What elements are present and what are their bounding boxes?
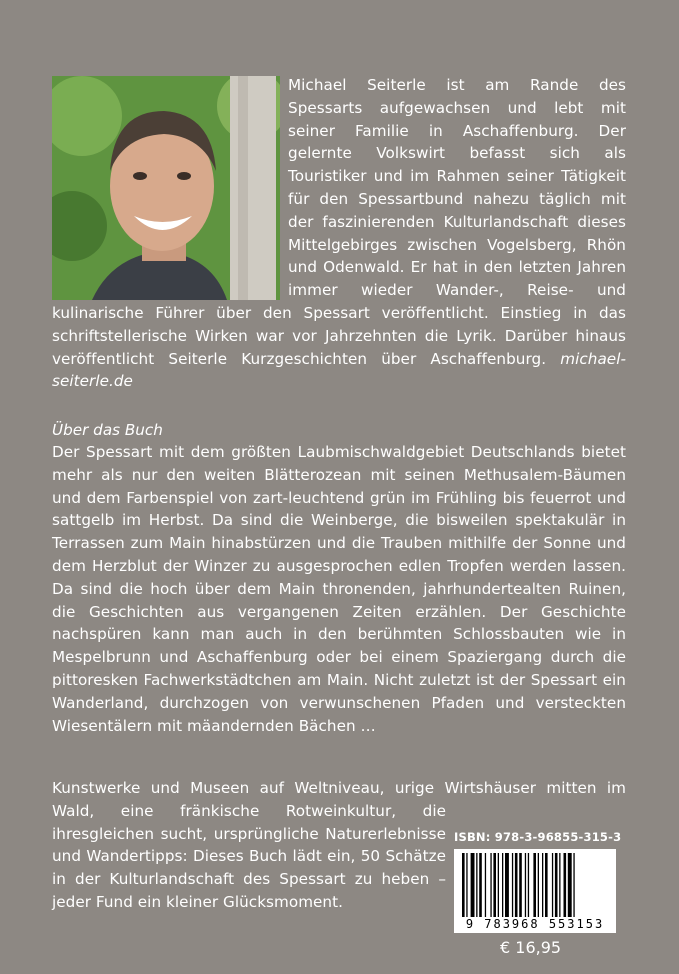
barcode-bar: [490, 853, 491, 917]
barcode-bar: [525, 853, 526, 917]
closing-text: Kunstwerke und Museen auf Weltniveau, urige Wirtshäuser mitten im Wald, eine fränkische Rotweinkultur, die ihresgleichen sucht, ursprüngliche Naturerlebnisse und Wandertipps: Dieses Buch lädt ein, 50 Schätze in der Kulturlandschaft des Spessart zu heben – jeder Fund ein kleiner Glücksmoment.: [52, 779, 626, 911]
barcode-bar: [505, 853, 509, 917]
barcode-bar: [519, 853, 522, 917]
photo-spacer: [52, 74, 288, 298]
barcode-bar: [559, 853, 560, 917]
barcode-bar: [564, 853, 567, 917]
price: € 16,95: [500, 938, 562, 957]
barcode-bar: [502, 853, 503, 917]
barcode-bar: [485, 853, 486, 917]
about-paragraph: Der Spessart mit dem größten Laubmischwaldgebiet Deutschlands bietet mehr als nur den weiten Blätterozean mit seinen Methusalem-Bäumen und dem Farbenspiel von zart-leuchtend grün im Frühling bis feuerrot und sattgelb im Herbst. Da sind die Weinberge, die bisweilen spektakulär in Terrassen zum Main hinabstürzen und die Trauben mithilfe der Sonne und dem Herzblut der Winzer zu ausgesprochen edlen Tropfen werden lassen. Da sind die hoch über dem Main thronenden, jahrhundertealten Ruinen, die Geschichten aus vergangenen Zeiten erzählen. Der Geschichte nachspüren kann man auch in den berühmten Schlossbauten wie in Mespelbrunn und Aschaffenburg oder bei einem Spaziergang durch die pittoresken Fachwerkstädtchen am Main. Nicht zuletzt ist der Spessart ein Wanderland, durchzogen von verwunschenen Pfaden und versteckten Wiesentälern mit mäandernden Bächen …: [52, 443, 626, 735]
barcode-bar: [538, 853, 539, 917]
author-website: michael-seiterle.de: [52, 349, 626, 391]
barcode-bars: [454, 849, 616, 919]
barcode-bar: [555, 853, 558, 917]
barcode-bar: [542, 853, 543, 917]
barcode-digits: 9 783968 553153: [454, 917, 616, 931]
barcode: [454, 849, 616, 933]
barcode-bar: [476, 853, 477, 917]
barcode-bar: [515, 853, 518, 917]
barcode-bar: [528, 853, 529, 917]
barcode-bar: [493, 853, 496, 917]
barcode-bar: [552, 853, 553, 917]
barcode-bar: [573, 853, 574, 917]
barcode-bar: [498, 853, 499, 917]
author-bio-text: Michael Seiterle ist am Rande des Spessarts aufgewachsen und lebt mit seiner Familie in Aschaffenburg. Der gelernte Volkswirt befasst sich als Touristiker und im Rahmen seiner Tätigkeit für den Spessartbund nahezu täglich mit der faszinierenden Kulturlandschaft dieses Mittelgebirges zwischen Vogelsberg, Rhön und Odenwald. Er hat in den letzten Jahren immer wieder Wander-, Reise- und kulinarische Führer über den Spessart veröffentlicht. Einstieg in das schriftstellerische Wirken war vor Jahrzehnten die Lyrik. Darüber hinaus veröffentlicht Seiterle Kurzgeschichten über Aschaffenburg.: [52, 76, 626, 368]
barcode-bar: [479, 853, 482, 917]
about-heading: Über das Buch: [52, 421, 163, 439]
barcode-bar: [466, 853, 467, 917]
barcode-bar: [533, 853, 536, 917]
barcode-bar: [462, 853, 465, 917]
barcode-bar: [545, 853, 548, 917]
author-bio: [52, 74, 626, 393]
barcode-bar: [568, 853, 572, 917]
barcode-bar: [471, 853, 475, 917]
barcode-bar: [512, 853, 513, 917]
isbn-label: ISBN: 978-3-96855-315-3: [454, 830, 622, 844]
